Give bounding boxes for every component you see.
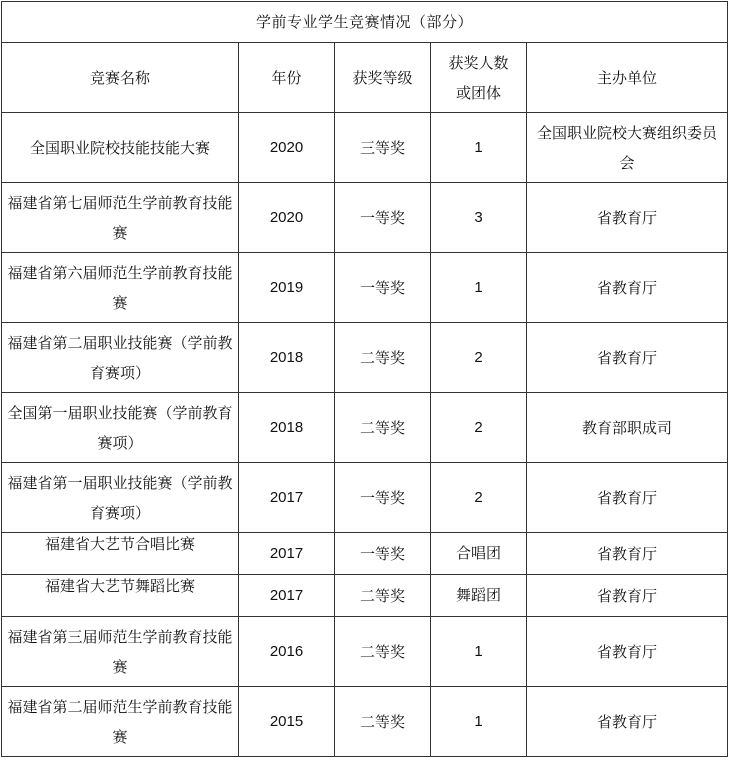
table-row [2,113,728,183]
header-organizer: 主办单位 [527,43,728,113]
cell-year: 2016 [239,617,335,687]
cell-award-level: 一等奖 [335,463,431,533]
cell-winner-count: 1 [431,113,527,183]
cell-organizer: 省教育厅 [527,575,728,617]
cell-winner-count: 2 [431,323,527,393]
cell-year: 2017 [239,575,335,617]
cell-organizer: 省教育厅 [527,463,728,533]
cell-competition-name: 福建省第一届职业技能赛（学前教育赛项） [2,463,239,533]
cell-award-level: 一等奖 [335,533,431,575]
table-row [2,323,728,393]
table-row [2,533,728,575]
cell-organizer: 省教育厅 [527,183,728,253]
cell-competition-name: 福建省第六届师范生学前教育技能赛 [2,253,239,323]
cell-winner-count: 3 [431,183,527,253]
cell-award-level: 二等奖 [335,575,431,617]
cell-year: 2020 [239,183,335,253]
cell-competition-name: 福建省第三届师范生学前教育技能赛 [2,617,239,687]
cell-winner-count: 2 [431,463,527,533]
cell-winner-count: 合唱团 [431,533,527,575]
cell-competition-name: 福建省第二届职业技能赛（学前教育赛项） [2,323,239,393]
cell-award-level: 三等奖 [335,113,431,183]
cell-organizer: 省教育厅 [527,323,728,393]
cell-year: 2020 [239,113,335,183]
cell-competition-name: 福建省第七届师范生学前教育技能赛 [2,183,239,253]
cell-competition-name: 福建省大艺节合唱比赛 [2,533,239,575]
table-row [2,617,728,687]
cell-winner-count: 2 [431,393,527,463]
competition-table [1,1,728,757]
header-winner-count: 获奖人数 或团体 [431,43,527,113]
cell-year: 2019 [239,253,335,323]
cell-organizer: 教育部职成司 [527,393,728,463]
cell-winner-count: 1 [431,253,527,323]
table-row [2,393,728,463]
header-year: 年份 [239,43,335,113]
cell-winner-count: 1 [431,617,527,687]
table-row [2,687,728,757]
table-row [2,575,728,617]
cell-year: 2017 [239,533,335,575]
cell-organizer: 全国职业院校大赛组织委员会 [527,113,728,183]
table-row [2,253,728,323]
cell-award-level: 二等奖 [335,687,431,757]
cell-competition-name: 全国第一届职业技能赛（学前教育赛项） [2,393,239,463]
header-row [2,43,728,113]
header-award-level: 获奖等级 [335,43,431,113]
cell-year: 2018 [239,393,335,463]
cell-award-level: 一等奖 [335,253,431,323]
cell-competition-name: 福建省第二届师范生学前教育技能赛 [2,687,239,757]
cell-competition-name: 全国职业院校技能技能大赛 [2,113,239,183]
cell-organizer: 省教育厅 [527,687,728,757]
cell-year: 2017 [239,463,335,533]
table-title: 学前专业学生竞赛情况（部分） [2,2,728,43]
table-row [2,183,728,253]
cell-organizer: 省教育厅 [527,253,728,323]
cell-award-level: 二等奖 [335,617,431,687]
cell-organizer: 省教育厅 [527,533,728,575]
table-row [2,463,728,533]
cell-organizer: 省教育厅 [527,617,728,687]
cell-year: 2015 [239,687,335,757]
cell-award-level: 二等奖 [335,323,431,393]
cell-competition-name: 福建省大艺节舞蹈比赛 [2,575,239,617]
cell-award-level: 二等奖 [335,393,431,463]
cell-winner-count: 1 [431,687,527,757]
cell-award-level: 一等奖 [335,183,431,253]
cell-winner-count: 舞蹈团 [431,575,527,617]
cell-year: 2018 [239,323,335,393]
header-competition-name: 竞赛名称 [2,43,239,113]
